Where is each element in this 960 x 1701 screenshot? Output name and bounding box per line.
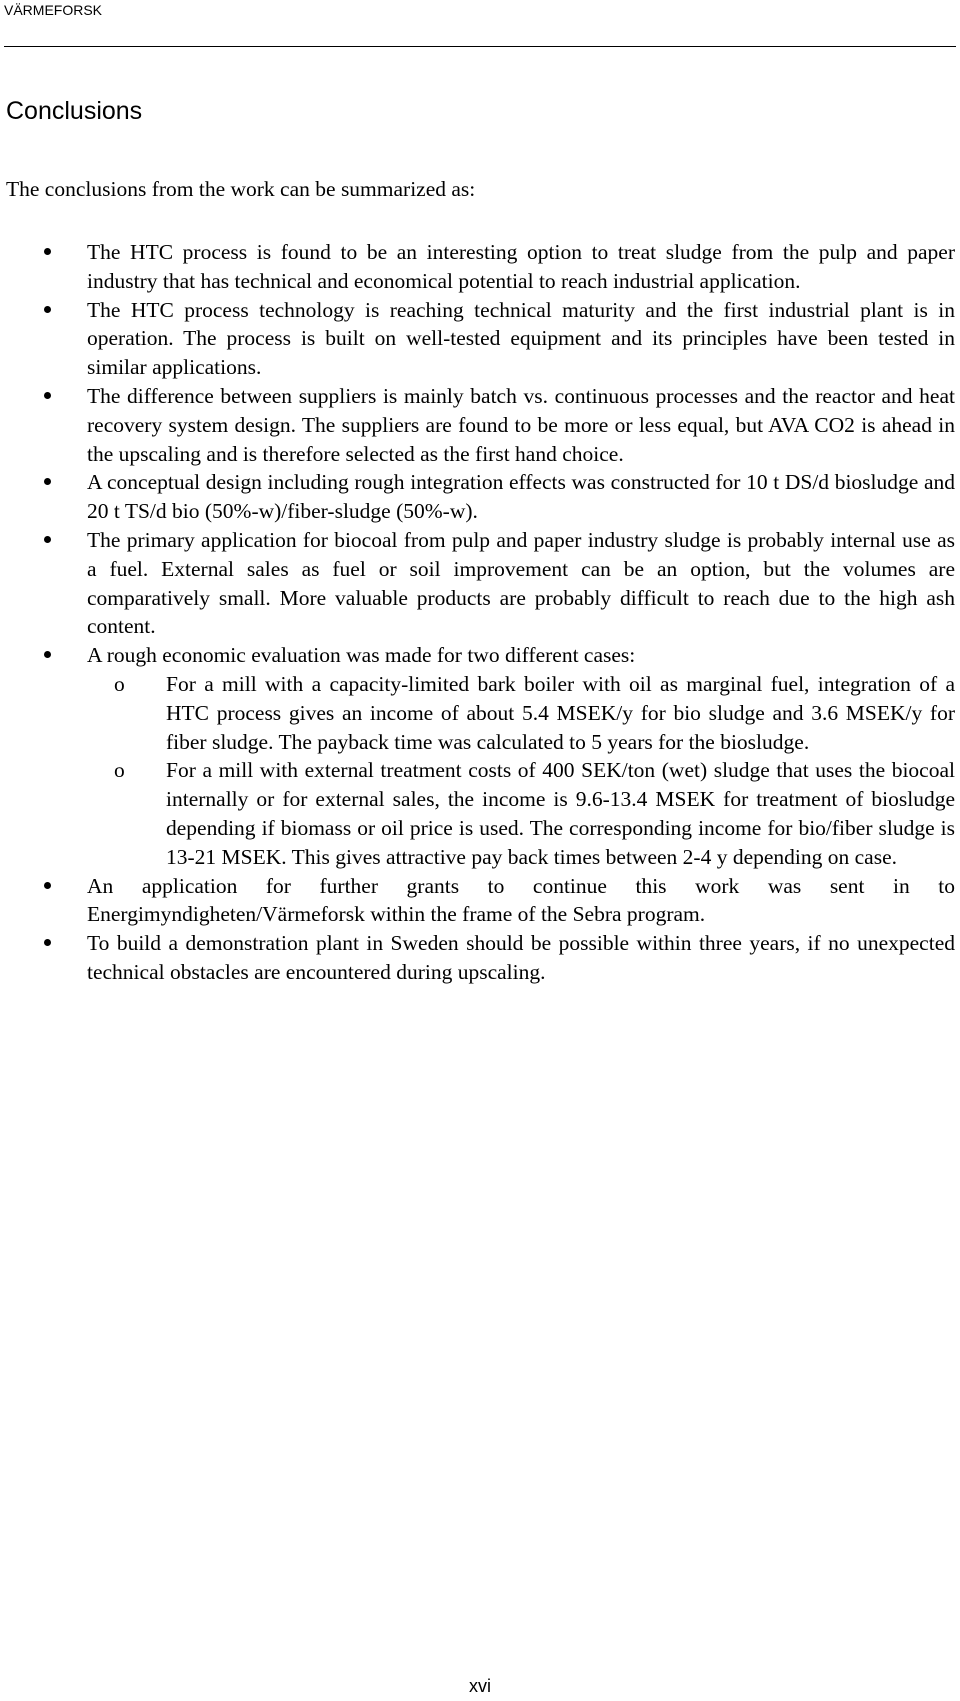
conclusion-list <box>0 238 960 987</box>
conclusion-item-5 <box>0 526 960 641</box>
conclusion-item-7 <box>0 872 960 930</box>
sub-bullet-icon: o <box>114 671 125 696</box>
sub-item-1 <box>87 670 955 756</box>
conclusion-text: An application for further grants to continue this work was sent in to Energimyndigheten/Värmeforsk within the frame of the Sebra program. <box>87 873 955 927</box>
bullet-icon <box>44 392 51 399</box>
conclusion-item-3 <box>0 382 960 468</box>
sub-item-text: For a mill with external treatment costs of 400 SEK/ton (wet) sludge that uses the biocoal internally or for external sales, the income is 9.6-13.4 MSEK for treatment of biosludge depending if biomass or oil price is used. The corresponding income for bio/fiber sludge is 13-21 MSEK. This gives attractive pay back times between 2-4 y depending on case. <box>166 758 955 869</box>
header-rule <box>4 46 956 47</box>
conclusion-text: To build a demonstration plant in Sweden should be possible within three years, if no unexpected technical obstacles are encountered during upscaling. <box>87 931 955 984</box>
conclusion-item-1 <box>0 238 960 296</box>
bullet-icon <box>44 536 51 543</box>
section-title: Conclusions <box>6 97 143 125</box>
conclusion-item-6 <box>0 641 960 871</box>
conclusion-text: The HTC process technology is reaching technical maturity and the first industrial plant is in operation. The process is built on well-tested equipment and its principles have been tested in similar applications. <box>87 297 955 380</box>
running-header: VÄRMEFORSK <box>4 2 103 18</box>
intro-paragraph: The conclusions from the work can be summarized as: <box>6 177 476 201</box>
bullet-icon <box>44 478 51 485</box>
bullet-icon <box>44 248 51 255</box>
sub-item-2 <box>87 756 955 871</box>
bullet-icon <box>44 651 51 658</box>
bullet-icon <box>44 939 51 946</box>
conclusion-text: The difference between suppliers is mainly batch vs. continuous processes and the reactor and heat recovery system design. The suppliers are found to be more or less equal, but AVA CO2 is ahead in the upscaling and is therefore selected as the first hand choice. <box>87 383 955 466</box>
conclusion-item-8 <box>0 929 960 987</box>
conclusion-text: A rough economic evaluation was made for two different cases: <box>87 643 636 668</box>
conclusion-text: The HTC process is found to be an interesting option to treat sludge from the pulp and paper industry that has technical and economical potential to reach industrial application. <box>87 240 955 293</box>
sub-list <box>87 670 955 872</box>
conclusion-item-4 <box>0 468 960 526</box>
conclusion-text: The primary application for biocoal from pulp and paper industry sludge is probably internal use as a fuel. External sales as fuel or soil improvement can be an option, but the volumes are comparatively small. More valuable products are probably difficult to reach due to the high ash content. <box>87 527 955 639</box>
page-number: xvi <box>469 1676 491 1696</box>
sub-item-text: For a mill with a capacity-limited bark boiler with oil as marginal fuel, integration of a HTC process gives an income of about 5.4 MSEK/y for bio sludge and 3.6 MSEK/y for fiber sludge. The payback time was calculated to 5 years for the biosludge. <box>166 671 955 754</box>
sub-bullet-icon: o <box>114 758 125 783</box>
bullet-icon <box>44 882 51 889</box>
conclusion-item-2 <box>0 296 960 382</box>
bullet-icon <box>44 306 51 313</box>
conclusion-text: A conceptual design including rough integration effects was constructed for 10 t DS/d biosludge and 20 t TS/d bio (50%-w)/fiber-sludge (50%-w). <box>87 470 955 524</box>
